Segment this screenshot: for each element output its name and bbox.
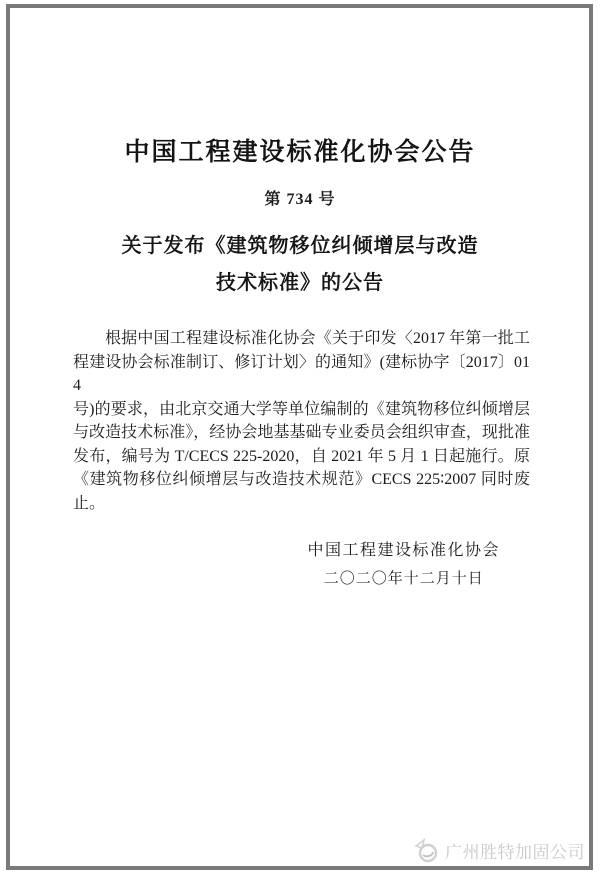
body-line: 与改造技术标准》，经协会地基基础专业委员会组织审查，现批准 [73,424,530,441]
company-logo-icon [413,838,440,863]
announcement-number: 第 734 号 [264,191,336,208]
body-line: 程建设协会标准制订、修订计划〉的通知》(建标协字〔2017〕014 [73,353,530,394]
body-line: 发布，编号为 T/CECS 225-2020，自 2021 年 5 月 1 日起施行。原 [73,447,530,465]
subtitle-line-1: 关于发布《建筑物移位纠倾增层与改造 [121,235,479,257]
company-name: 广州胜特加固公司 [445,843,585,862]
announcement-subtitle [0,228,600,302]
body-line: 止。 [73,494,106,512]
subtitle-line-2: 技术标准》的公告 [216,272,384,294]
signature-org: 中国工程建设标准化协会 [307,542,500,559]
company-watermark [413,838,585,863]
body-line: 《建筑物移位纠倾增层与改造技术规范》CECS 225∶2007 同时废 [73,471,530,488]
signature-block [307,537,500,593]
body-line: 根据中国工程建设标准化协会《关于印发〈2017 年第一批工 [105,330,530,347]
announcement-title: 中国工程建设标准化协会公告 [124,139,476,166]
signature-date: 二〇二〇年十二月十日 [323,570,484,587]
announcement-body [73,327,530,515]
body-line: 号)的要求，由北京交通大学等单位编制的《建筑物移位纠倾增层 [73,400,530,418]
